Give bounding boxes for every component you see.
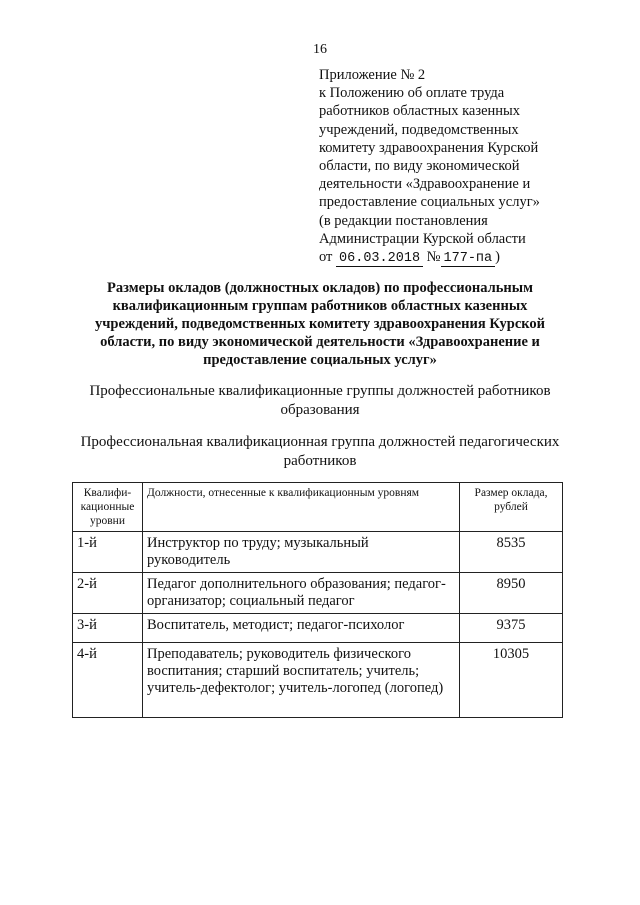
header-salary: Размер оклада, рублей [460, 483, 563, 532]
table-row [73, 532, 563, 573]
cell-level: 1-й [73, 532, 143, 573]
appendix-line: (в редакции постановления [319, 212, 488, 229]
header-level: Квалифи-кационные уровни [73, 483, 143, 532]
appendix-line: деятельности «Здравоохранение и [319, 176, 531, 193]
page-number: 16 [313, 42, 327, 57]
appendix-line: предоставление социальных услуг» [319, 194, 540, 211]
cell-positions: Преподаватель; руководитель физического воспитания; старший воспитатель; учитель; учитель-дефектолог; учитель-логопед (логопед) [143, 643, 460, 718]
table-row [73, 643, 563, 718]
salary-table [72, 482, 563, 718]
date-prefix: от [319, 249, 333, 266]
section-subtitle: Профессиональные квалификационные группы должностей работников образования [89, 383, 551, 418]
cell-level: 4-й [73, 643, 143, 718]
cell-salary: 8950 [460, 573, 563, 614]
table-row [73, 614, 563, 643]
cell-salary: 8535 [460, 532, 563, 573]
cell-level: 2-й [73, 573, 143, 614]
resolution-number: 177-па [441, 251, 496, 267]
header-positions: Должности, отнесенные к квалификационным уровням [143, 483, 460, 532]
appendix-line: Приложение № 2 [319, 67, 426, 83]
cell-positions: Воспитатель, методист; педагог-психолог [143, 614, 460, 643]
appendix-block [319, 66, 589, 268]
appendix-line: области, по виду экономической [319, 158, 520, 175]
number-suffix: ) [495, 249, 500, 266]
table-header-row [73, 483, 563, 532]
cell-salary: 9375 [460, 614, 563, 643]
resolution-date-line [319, 248, 589, 268]
appendix-line: к Положению об оплате труда [319, 85, 505, 102]
appendix-line: работников областных казенных [319, 103, 521, 120]
resolution-date: 06.03.2018 [336, 251, 423, 267]
appendix-line: учреждений, подведомственных [319, 121, 519, 138]
table-row [73, 573, 563, 614]
appendix-line: комитету здравоохранения Курской [319, 139, 539, 156]
appendix-line: Администрации Курской области [319, 230, 526, 247]
cell-level: 3-й [73, 614, 143, 643]
cell-positions: Педагог дополнительного образования; педагог-организатор; социальный педагог [143, 573, 460, 614]
cell-positions: Инструктор по труду; музыкальный руководитель [143, 532, 460, 573]
cell-salary: 10305 [460, 643, 563, 718]
document-title: Размеры окладов (должностных окладов) по профессиональным квалификационным группам работников областных казенных учреждений, подведомственных комитету здравоохранения Курской области, по виду экономической деятельности «Здравоохранение и предоставление социальных услуг» [94, 280, 546, 368]
number-prefix: № [426, 249, 441, 266]
group-subtitle: Профессиональная квалификационная группа должностей педагогических работников [80, 434, 560, 469]
